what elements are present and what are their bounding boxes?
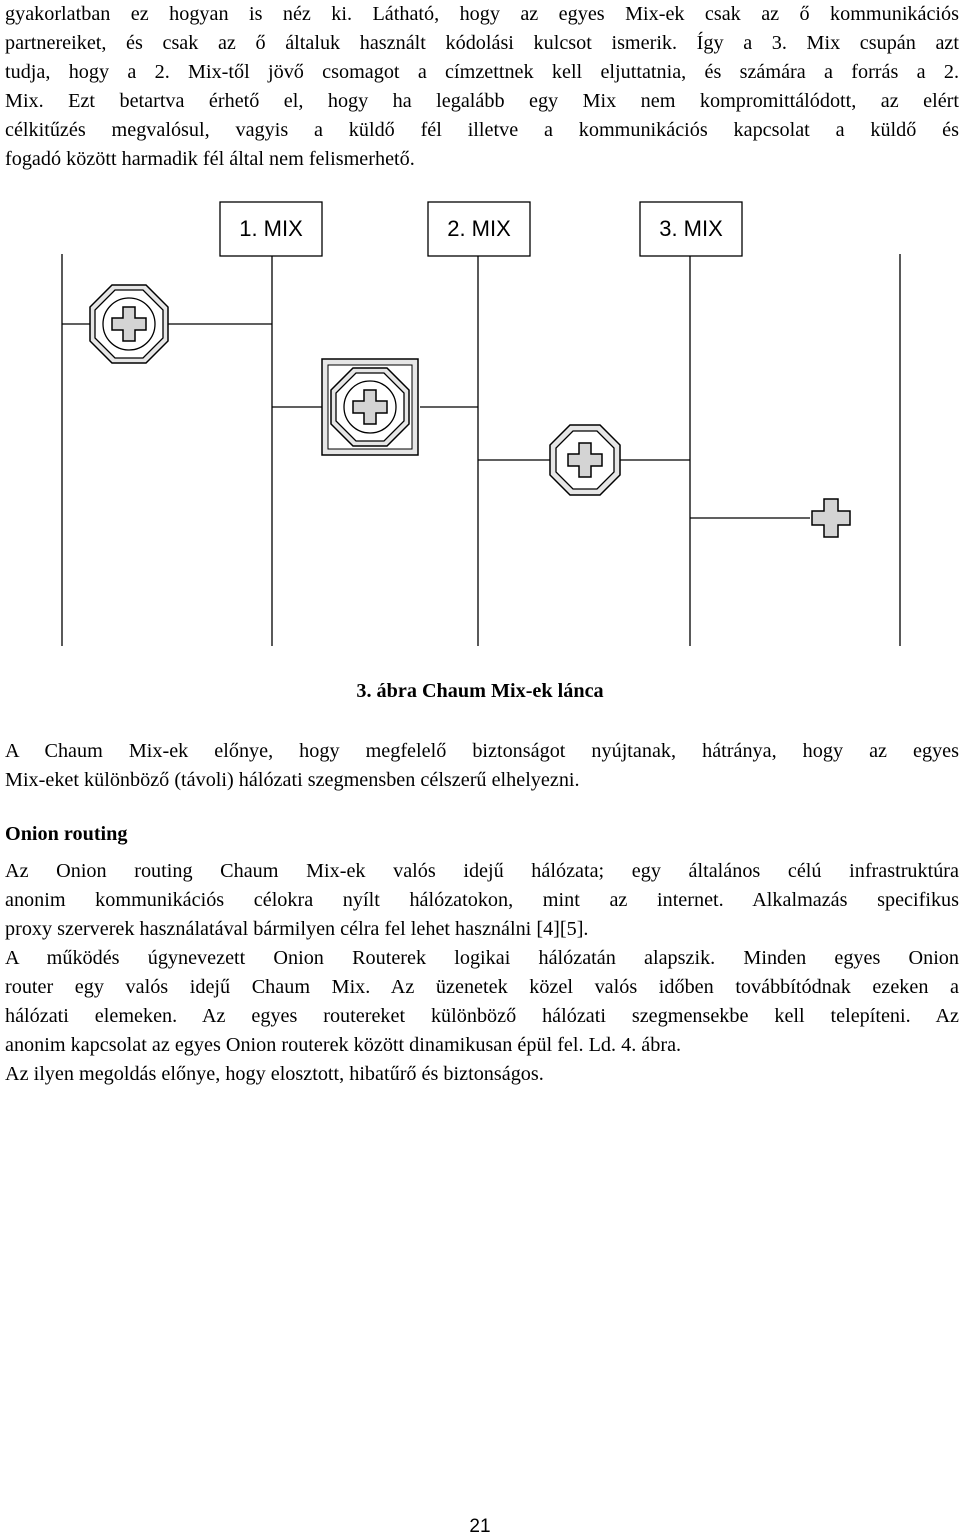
mix-3-label: 3. MIX: [659, 216, 723, 241]
section-line-8: Az ilyen megoldás előnye, hogy elosztott, hibatűrő és biztonságos.: [5, 1063, 544, 1085]
packet-plain-message: [812, 499, 850, 537]
page-number: 21: [469, 1516, 491, 1537]
intro-line-5: célkitűzés megvalósul, vagyis a küldő fél illetve a kommunikációs kapcsolat a küldő és: [5, 119, 959, 141]
para2-line-1: A Chaum Mix-ek előnye, hogy megfelelő biztonságot nyújtanak, hátránya, hogy az egyes: [5, 740, 959, 762]
packet-one-layer: [550, 425, 620, 495]
section-line-6: hálózati elemeken. Az egyes routereket különböző hálózati szegmensekbe kell telepíteni. Az: [5, 1005, 959, 1027]
packet-two-layers: [322, 359, 418, 455]
section-line-2: anonim kommunikációs célokra nyílt hálózatokon, mint az internet. Alkalmazás specifikus: [5, 889, 959, 911]
mix-3-box: [640, 202, 742, 256]
mix-2-label: 2. MIX: [447, 216, 511, 241]
para2-line-2: Mix-eket különböző (távoli) hálózati szegmensben célszerű elhelyezni.: [5, 769, 580, 791]
intro-line-6: fogadó között harmadik fél által nem felismerhető.: [5, 148, 415, 170]
mix-1-box: [220, 202, 322, 256]
intro-line-1: gyakorlatban ez hogyan is néz ki. Látható, hogy az egyes Mix-ek csak az ő kommunikációs: [5, 3, 959, 25]
section-line-4: A működés úgynevezett Onion Routerek logikai hálózatán alapszik. Minden egyes Onion: [5, 947, 959, 969]
intro-line-4: Mix. Ezt betartva érhető el, hogy ha legalább egy Mix nem kompromittálódott, az elért: [5, 90, 959, 112]
mix-chain-figure: [0, 196, 960, 656]
section-heading: Onion routing: [5, 823, 128, 845]
mix-2-box: [428, 202, 530, 256]
section-line-3: proxy szerverek használatával bármilyen célra fel lehet használni [4][5].: [5, 918, 589, 940]
section-line-5: router egy valós idejű Chaum Mix. Az üzenetek közel valós időben továbbítódnak ezeken a: [5, 976, 959, 998]
packet-three-layers: [90, 285, 168, 363]
mix-1-label: 1. MIX: [239, 216, 303, 241]
intro-line-3: tudja, hogy a 2. Mix-től jövő csomagot a címzettnek kell eljuttatnia, és számára a forrás a 2.: [5, 61, 959, 83]
intro-line-2: partnereiket, és csak az ő általuk használt kódolási kulcsot ismerik. Így a 3. Mix csupán azt: [5, 32, 959, 54]
figure-caption: 3. ábra Chaum Mix-ek lánca: [356, 680, 604, 702]
section-line-1: Az Onion routing Chaum Mix-ek valós idejű hálózata; egy általános célú infrastruktúra: [5, 860, 959, 882]
section-line-7: anonim kapcsolat az egyes Onion routerek között dinamikusan épül fel. Ld. 4. ábra.: [5, 1034, 682, 1056]
